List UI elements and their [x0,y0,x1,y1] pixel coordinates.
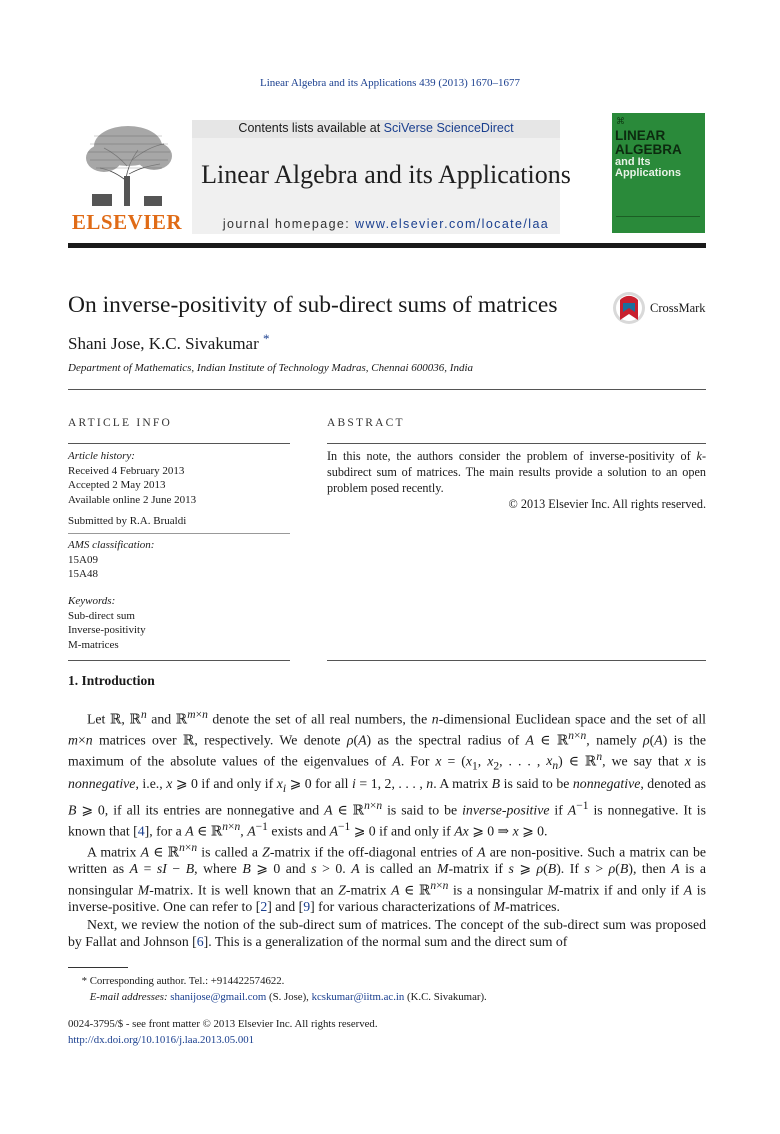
affiliation: Department of Mathematics, Indian Institute of Technology Madras, Chennai 600036, India [68,362,474,374]
crossmark-badge[interactable] [612,290,706,326]
intro-paragraph-2: A matrix A ∈ ℝ$^{n\times n}$ is called a Z-matrix if the off-diagonal entries of A are non-positive. Such a matrix can be written as A = sI − B, where B ⩾ 0 and s > 0. A is called an M-matrix if s ⩾ ρ(B). If s > ρ(B), then A is a nonsingular M-matrix. It is well known that an Z-matrix A ∈ ℝ$^{n\times n}$ is a nonsingular M-matrix if and only if A is inverse-positive. One can refer to [2] and [9] for various characterizations of M-matrices. [68,841,707,915]
introduction-body [68,707,706,950]
cover-title-line3: and Its Applications [615,156,682,179]
citation-link[interactable]: 2 [260,899,268,915]
abstract-copyright: © 2013 Elsevier Inc. All rights reserved. [508,497,706,511]
corresponding-author-note: Corresponding author. Tel.: +914422574622. [89,975,285,987]
article-info-heading: ARTICLE INFO [68,417,172,429]
issn-line: 0024-3795/$ - see front matter © 2013 Elsevier Inc. All rights reserved. [68,1018,378,1030]
homepage-prefix: journal homepage: [222,217,356,231]
abstract-bottom-rule [327,660,706,661]
affiliation-rule [68,389,706,390]
citation-link[interactable]: 6 [196,933,204,949]
contents-prefix: Contents lists available at [238,121,384,135]
abstract-heading: ABSTRACT [327,417,405,429]
homepage-link[interactable]: www.elsevier.com/locate/laa [355,217,550,231]
ams-code: 15A48 [68,568,98,581]
corresponding-author-mark[interactable]: * [263,331,270,346]
crossmark-label: CrossMark [650,301,706,315]
abstract-part: -subdirect sum of matrices. The main results provide a solution to an open problem posed recently. [327,449,706,495]
contents-line [192,121,560,135]
ams-label: AMS classification: [68,539,155,551]
accepted-date: Accepted 2 May 2013 [68,479,166,492]
journal-homepage-line [192,217,580,231]
elsevier-tree-icon [82,122,174,208]
section-heading-introduction: 1. Introduction [68,673,155,688]
header-rule [68,243,706,248]
keyword: Sub-direct sum [68,609,135,622]
intro-paragraph-1: Let ℝ, ℝ$^n$ and ℝ$^{m\times n}$ denote the set of all real numbers, the n-dimensional Euclidean space and the set of all m×n matrices over ℝ, respectively. We denote ρ(A) as the spectral radius of A ∈ ℝ$^{n\times n}$, namely ρ(A) is the maximum of the absolute values of the eigenvalues of A. For $x = (x_1$, $x_2$, . . . , $x_n$) ∈ ℝ$^n$, we say that x is nonnegative, i.e., x ⩾ 0 if and only if $x_i$ ⩾ 0 for all i = 1, 2, . . . , n. A matrix B is said to be nonnegative, denoted as B ⩾ 0, if all its entries are nonnegative and A ∈ ℝ$^{n\times n}$ is said to be inverse-positive if $A^{-1}$ is nonnegative. It is known that [4], for a A ∈ ℝ$^{n\times n}$, $A^{-1}$ exists and $A^{-1}$ ⩾ 0 if and only if Ax ⩾ 0 ⇒ x ⩾ 0. [68,709,707,839]
online-date: Available online 2 June 2013 [68,493,197,506]
abstract-text [327,448,706,496]
journal-title: Linear Algebra and its Applications [201,160,571,189]
authors: Shani Jose, K.C. Sivakumar [68,334,259,353]
cover-logo-icon: ⌘ [616,116,625,126]
email-link-sivakumar[interactable]: kcskumar@iitm.ac.in [311,990,405,1003]
cover-title-line1: LINEAR [615,128,666,143]
journal-cover[interactable] [612,113,705,233]
citation-link[interactable]: 4 [137,823,145,839]
cover-footer-rule [616,216,700,227]
elsevier-wordmark: ELSEVIER [71,210,183,234]
doi-link[interactable]: http://dx.doi.org/10.1016/j.laa.2013.05.001 [68,1033,255,1046]
journal-reference[interactable]: Linear Algebra and its Applications 439 (2013) 1670–1677 [260,77,520,89]
cover-title-line2: ALGEBRA [615,142,682,157]
email-owner: (S. Jose), [266,990,312,1003]
keywords-label: Keywords: [68,595,116,607]
keyword: Inverse-positivity [68,624,146,637]
abstract-rule [327,443,706,444]
keywords [68,594,146,652]
submitted-by: Submitted by R.A. Brualdi [68,515,187,527]
email-label: E-mail addresses: [89,990,168,1003]
elsevier-logo[interactable] [68,120,186,234]
email-owner: (K.C. Sivakumar). [404,990,487,1003]
citation-link[interactable]: 9 [303,899,311,915]
footnote-mark: * [81,975,87,987]
ams-rule [68,533,290,534]
email-link-jose[interactable]: shanijose@gmail.com [170,990,267,1003]
ams-code: 15A09 [68,553,98,566]
article-info-bottom-rule [68,660,290,661]
footnote [68,974,487,1005]
intro-paragraph-3: Next, we review the notion of the sub-direct sum of matrices. The concept of the sub-direct sum was proposed by Fallat and Johnson [6]. This is a generalization of the normal sum and the direct sum of [68,916,706,949]
author-line [68,331,270,354]
history-label: Article history: [68,450,135,462]
abstract-part: In this note, the authors consider the problem of inverse-positivity of [327,449,697,463]
article-info-rule [68,443,290,444]
abstract-k: k [696,449,702,463]
article-history [68,449,290,507]
keyword: M-matrices [68,638,119,651]
footnote-rule [68,967,128,968]
front-matter [68,1017,378,1048]
ams-classification [68,538,154,582]
received-date: Received 4 February 2013 [68,464,185,477]
article-title: On inverse-positivity of sub-direct sums of matrices [68,292,558,318]
sciencedirect-link[interactable]: SciVerse ScienceDirect [383,121,514,135]
